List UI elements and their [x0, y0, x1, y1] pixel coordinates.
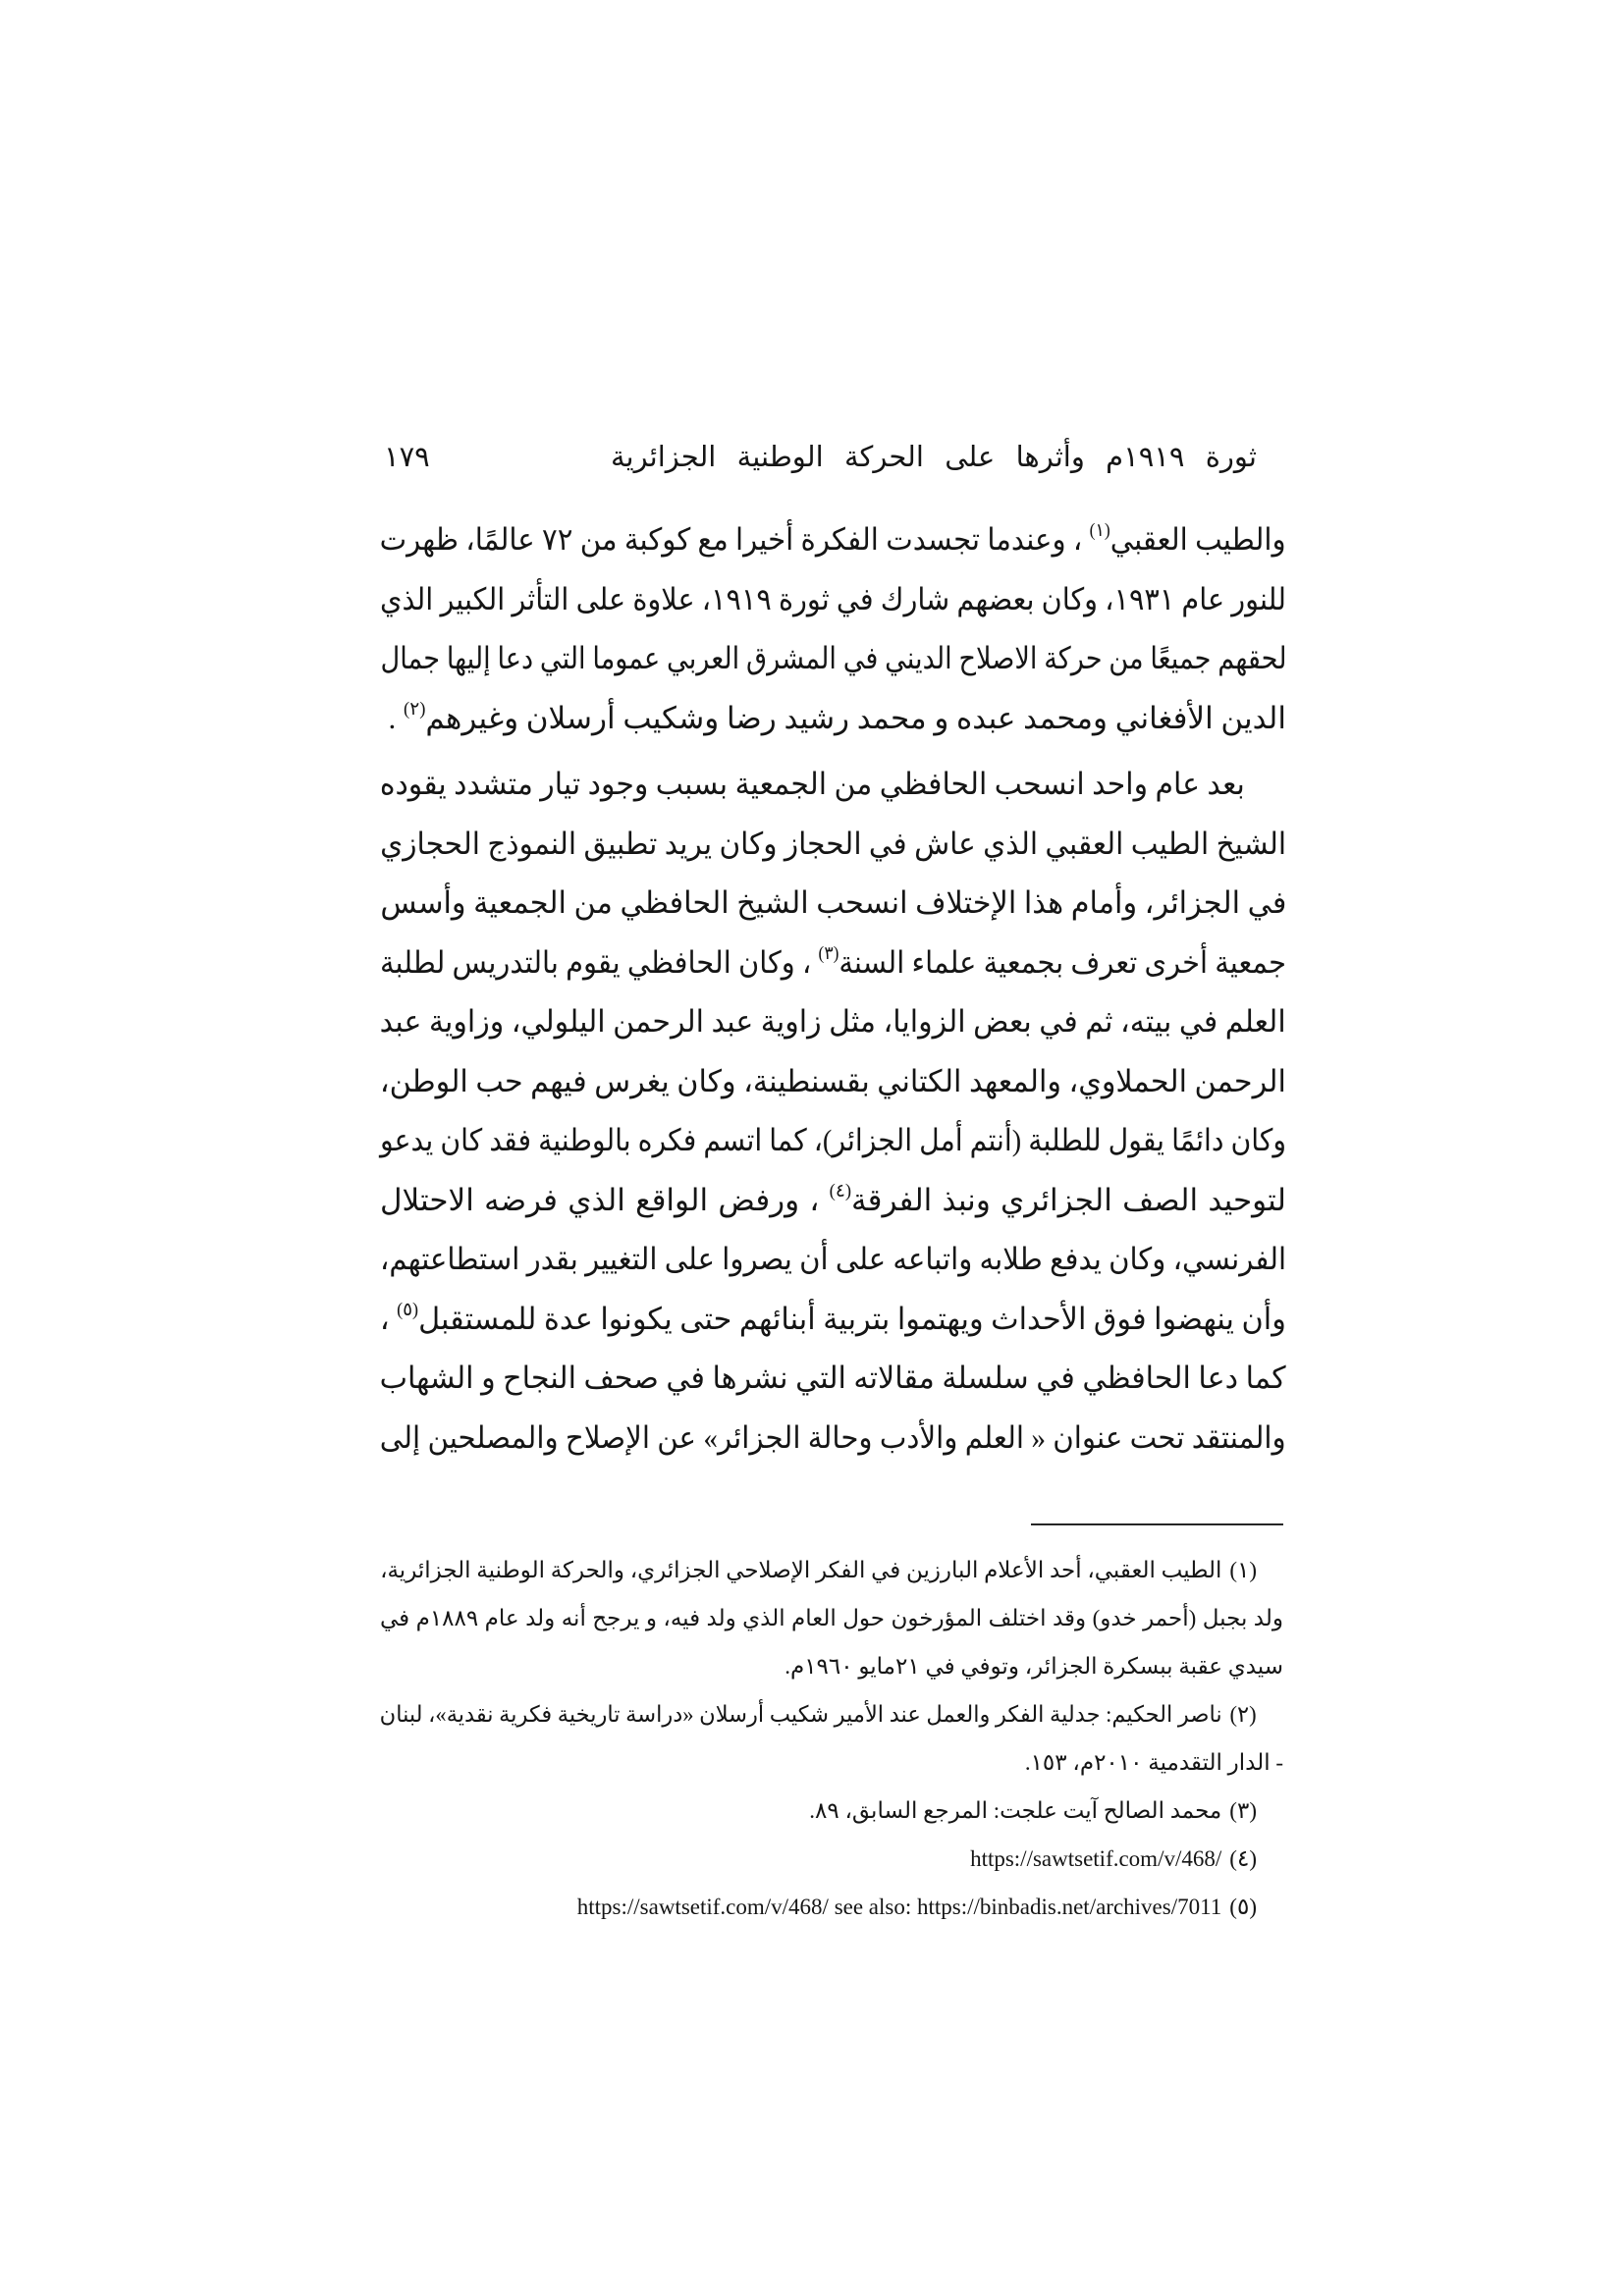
line-run [380, 510, 1286, 570]
footnote-line [380, 1787, 1283, 1835]
footnote-marker: (١) [1229, 1558, 1257, 1582]
body-text [380, 510, 1286, 1468]
footnote [380, 1835, 1283, 1883]
footnote [380, 1690, 1283, 1787]
paragraph [380, 755, 1286, 1468]
footnote-run [380, 1690, 1257, 1738]
text-line [380, 629, 1286, 689]
footnote-url: https://sawtsetif.com/v/468/ [970, 1846, 1222, 1871]
text-line [380, 1171, 1286, 1231]
footnote-line [380, 1642, 1283, 1690]
line-run [380, 1171, 1286, 1231]
footnote-text: ولد بجبل (أحمر خدو) وقد اختلف المؤرخون حول العام الذي ولد فيه، و يرجح أنه ولد عام ١٨٨٩م في [379, 1606, 1283, 1630]
running-title: ثورة ١٩١٩م وأثرها على الحركة الوطنية الجزائرية [611, 442, 1257, 473]
footnote-text: - الدار التقدمية ٢٠١٠م، ١٥٣. [1024, 1750, 1283, 1775]
footnote-line [380, 1738, 1283, 1787]
text-line [380, 874, 1286, 934]
line-text: الفرنسي، وكان يدفع طلابه واتباعه على أن يصروا على التغيير بقدر استطاعتهم، [380, 1242, 1286, 1276]
text-line [380, 1230, 1286, 1290]
line-text: الشيخ الطيب العقبي الذي عاش في الحجاز وكان يريد تطبيق النموذج الحجازي [380, 826, 1286, 861]
footnote-reference: (٢) [404, 698, 426, 720]
footnote-run [809, 1787, 1257, 1835]
text-line [380, 1111, 1286, 1171]
line-text: وكان دائمًا يقول للطلبة (أنتم أمل الجزائر)، كما اتسم فكره بالوطنية فقد كان يدعو [380, 1123, 1286, 1157]
line-text: ، وعندما تجسدت الفكرة أخيرا مع كوكبة من ٧٢ عالمًا، ظهرت [380, 522, 1090, 557]
line-text: ، ورفض الواقع الذي فرضه الاحتلال [380, 1182, 830, 1217]
footnote-marker: (٢) [1229, 1702, 1257, 1727]
line-text: في الجزائر، وأمام هذا الإختلاف انسحب الشيخ الحافظي من الجمعية وأسس [380, 885, 1286, 920]
line-text: للنور عام ١٩٣١، وكان بعضهم شارك في ثورة ١٩١٩، علاوة على التأثر الكبير الذي [380, 581, 1286, 616]
footnote-run [380, 1546, 1257, 1594]
footnote-line [380, 1546, 1283, 1594]
line-run [389, 689, 1286, 749]
text-line [380, 689, 1286, 749]
line-text: وأن ينهضوا فوق الأحداث ويهتموا بتربية أبنائهم حتى يكونوا عدة للمستقبل [418, 1301, 1287, 1336]
footnote [380, 1546, 1283, 1690]
running-header [611, 438, 1257, 477]
line-text: ، [380, 1301, 398, 1336]
footnote [380, 1883, 1283, 1931]
footnote-marker: (٤) [1229, 1846, 1257, 1871]
page-number: ١٧٩ [384, 442, 430, 473]
line-text: والمنتقد تحت عنوان « العلم والأدب وحالة الجزائر» عن الإصلاح والمصلحين إلى [380, 1419, 1286, 1455]
line-text: كما دعا الحافظي في سلسلة مقالاته التي نشرها في صحف النجاح و الشهاب [380, 1361, 1286, 1395]
footnote-reference: (٥) [397, 1299, 419, 1320]
text-line [380, 1349, 1286, 1409]
footnote-text: الطيب العقبي، أحد الأعلام البارزين في الفكر الإصلاحي الجزائري، والحركة الوطنية الجزائرية، [380, 1558, 1222, 1582]
line-text: . [388, 700, 405, 735]
footnote-reference: (٣) [818, 942, 839, 964]
text-line [380, 1052, 1286, 1112]
footnote-url: https://sawtsetif.com/v/468/ see also: https://binbadis.net/archives/7011 [576, 1895, 1222, 1919]
line-text: بعد عام واحد انسحب الحافظي من الجمعية بسبب وجود تيار متشدد يقوده [380, 767, 1245, 801]
footnote-marker: (٥) [1229, 1895, 1257, 1919]
footnote-reference: (٤) [829, 1180, 852, 1201]
text-line [380, 815, 1286, 875]
line-text: والطيب العقبي [1110, 522, 1286, 557]
text-line [380, 1409, 1286, 1468]
footnote [380, 1787, 1283, 1835]
footnote-text: سيدي عقبة ببسكرة الجزائر، وتوفي في ٢١مايو ١٩٦٠م. [784, 1654, 1283, 1679]
text-line [380, 510, 1286, 570]
line-run [380, 934, 1286, 993]
footnote-line [380, 1594, 1283, 1642]
footnote-text: ناصر الحكيم: جدلية الفكر والعمل عند الأمير شكيب أرسلان «دراسة تاريخية فكرية نقدية»، لبنان [380, 1702, 1222, 1727]
text-line [380, 934, 1286, 993]
line-text: جمعية أخرى تعرف بجمعية علماء السنة [839, 944, 1286, 980]
line-run [380, 1290, 1286, 1350]
footnote-line [380, 1690, 1283, 1738]
line-text: ، وكان الحافظي يقوم بالتدريس لطلبة [380, 944, 819, 980]
footnote-line [380, 1835, 1283, 1883]
footnote-separator [1031, 1523, 1283, 1525]
text-line [380, 755, 1286, 815]
footnote-run [577, 1883, 1257, 1931]
footnote-line [380, 1883, 1283, 1931]
text-line [380, 570, 1286, 630]
paragraph [380, 510, 1286, 748]
line-text: الرحمن الحملاوي، والمعهد الكتاني بقسنطينة، وكان يغرس فيهم حب الوطن، [380, 1063, 1286, 1098]
footnote-run [970, 1835, 1257, 1883]
footnotes [380, 1546, 1283, 1931]
footnote-marker: (٣) [1229, 1798, 1257, 1823]
line-text: الدين الأفغاني ومحمد عبده و محمد رشيد رضا وشكيب أرسلان وغيرهم [425, 700, 1286, 735]
footnote-reference: (١) [1089, 520, 1111, 542]
line-text: لتوحيد الصف الجزائري ونبذ الفرقة [851, 1182, 1286, 1217]
line-text: لحقهم جميعًا من حركة الاصلاح الديني في المشرق العربي عموما التي دعا إليها جمال [380, 641, 1286, 675]
footnote-text: محمد الصالح آيت علجت: المرجع السابق، ٨٩. [809, 1798, 1222, 1823]
text-line [380, 1290, 1286, 1350]
line-text: العلم في بيته، ثم في بعض الزوايا، مثل زاوية عبد الرحمن اليلولي، وزاوية عبد [380, 1004, 1286, 1039]
text-line [380, 992, 1286, 1052]
